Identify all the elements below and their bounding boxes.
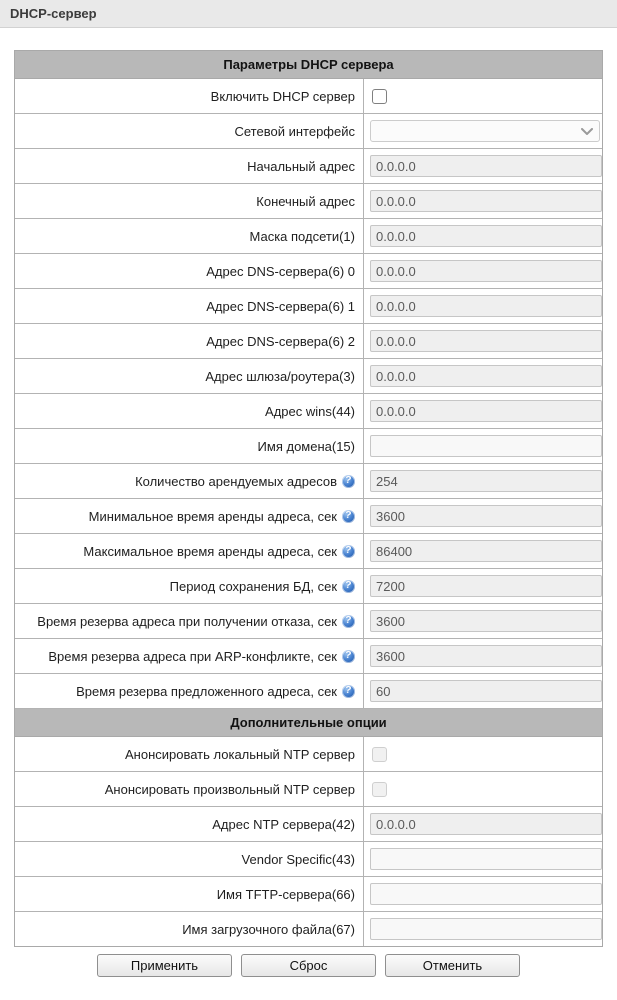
help-icon[interactable] <box>342 475 355 488</box>
field-label: Адрес wins(44) <box>265 403 355 419</box>
end-address-input[interactable] <box>370 190 602 212</box>
help-icon[interactable] <box>342 615 355 628</box>
decline-reserve-time-input[interactable] <box>370 610 602 632</box>
enable-dhcp-checkbox[interactable] <box>372 89 387 104</box>
offered-address-reserve-time-input[interactable] <box>370 680 602 702</box>
field-label: Период сохранения БД, сек <box>169 578 337 594</box>
row-boot-file-name <box>15 912 602 946</box>
help-icon[interactable] <box>342 685 355 698</box>
page-header <box>0 0 617 28</box>
field-label: Начальный адрес <box>247 158 355 174</box>
page-title: DHCP-сервер <box>10 6 97 21</box>
subnet-mask-input[interactable] <box>370 225 602 247</box>
field-label: Маска подсети(1) <box>249 228 355 244</box>
field-label: Адрес шлюза/роутера(3) <box>205 368 355 384</box>
field-label: Адрес NTP сервера(42) <box>212 816 355 832</box>
section-header-dhcp-params: Параметры DHCP сервера <box>15 51 602 79</box>
vendor-specific-input[interactable] <box>370 848 602 870</box>
reset-button[interactable]: Сброс <box>241 954 376 977</box>
row-tftp-server-name <box>15 877 602 912</box>
section-header-additional-options: Дополнительные опции <box>15 709 602 737</box>
row-dns-server-0 <box>15 254 602 289</box>
announce-custom-ntp-checkbox[interactable] <box>372 782 387 797</box>
field-label: Время резерва адреса при ARP-конфликте, сек <box>48 648 337 664</box>
row-enable-dhcp <box>15 79 602 114</box>
field-label: Анонсировать произвольный NTP сервер <box>104 781 355 797</box>
row-decline-reserve-time <box>15 604 602 639</box>
row-vendor-specific <box>15 842 602 877</box>
field-label: Анонсировать локальный NTP сервер <box>124 746 355 762</box>
row-network-interface <box>15 114 602 149</box>
row-min-lease-time <box>15 499 602 534</box>
row-max-lease-time <box>15 534 602 569</box>
field-label: Сетевой интерфейс <box>234 123 355 139</box>
row-db-save-period <box>15 569 602 604</box>
row-announce-custom-ntp <box>15 772 602 807</box>
help-icon[interactable] <box>342 545 355 558</box>
row-start-address <box>15 149 602 184</box>
apply-button[interactable]: Применить <box>97 954 232 977</box>
row-subnet-mask <box>15 219 602 254</box>
field-label: Имя загрузочного файла(67) <box>182 921 355 937</box>
row-dns-server-2 <box>15 324 602 359</box>
dhcp-settings-table <box>14 50 603 947</box>
dns-server-0-input[interactable] <box>370 260 602 282</box>
start-address-input[interactable] <box>370 155 602 177</box>
field-label: Адрес DNS-сервера(6) 1 <box>206 298 355 314</box>
tftp-server-name-input[interactable] <box>370 883 602 905</box>
row-offered-address-reserve-time <box>15 674 602 709</box>
min-lease-time-input[interactable] <box>370 505 602 527</box>
field-label: Количество арендуемых адресов <box>135 473 337 489</box>
row-end-address <box>15 184 602 219</box>
domain-name-input[interactable] <box>370 435 602 457</box>
field-label: Время резерва адреса при получении отказа, сек <box>37 613 337 629</box>
wins-address-input[interactable] <box>370 400 602 422</box>
arp-conflict-reserve-time-input[interactable] <box>370 645 602 667</box>
boot-file-name-input[interactable] <box>370 918 602 940</box>
ntp-server-address-input[interactable] <box>370 813 602 835</box>
network-interface-select[interactable] <box>370 120 600 142</box>
announce-local-ntp-checkbox[interactable] <box>372 747 387 762</box>
field-label: Адрес DNS-сервера(6) 2 <box>206 333 355 349</box>
row-arp-conflict-reserve-time <box>15 639 602 674</box>
row-announce-local-ntp <box>15 737 602 772</box>
field-label: Минимальное время аренды адреса, сек <box>88 508 337 524</box>
cancel-button[interactable]: Отменить <box>385 954 520 977</box>
help-icon[interactable] <box>342 510 355 523</box>
row-dns-server-1 <box>15 289 602 324</box>
field-label: Адрес DNS-сервера(6) 0 <box>206 263 355 279</box>
field-label: Конечный адрес <box>256 193 355 209</box>
max-lease-time-input[interactable] <box>370 540 602 562</box>
field-label: Имя TFTP-сервера(66) <box>216 886 355 902</box>
dns-server-1-input[interactable] <box>370 295 602 317</box>
lease-count-input[interactable] <box>370 470 602 492</box>
field-label: Время резерва предложенного адреса, сек <box>76 683 337 699</box>
row-gateway-address <box>15 359 602 394</box>
row-domain-name <box>15 429 602 464</box>
dns-server-2-input[interactable] <box>370 330 602 352</box>
field-label: Имя домена(15) <box>257 438 355 454</box>
field-label: Включить DHCP сервер <box>210 88 355 104</box>
db-save-period-input[interactable] <box>370 575 602 597</box>
row-ntp-server-address <box>15 807 602 842</box>
help-icon[interactable] <box>342 650 355 663</box>
chevron-down-icon <box>581 128 593 135</box>
action-buttons <box>0 954 617 977</box>
help-icon[interactable] <box>342 580 355 593</box>
field-label: Максимальное время аренды адреса, сек <box>83 543 337 559</box>
row-lease-count <box>15 464 602 499</box>
gateway-address-input[interactable] <box>370 365 602 387</box>
field-label: Vendor Specific(43) <box>241 851 355 867</box>
row-wins-address <box>15 394 602 429</box>
